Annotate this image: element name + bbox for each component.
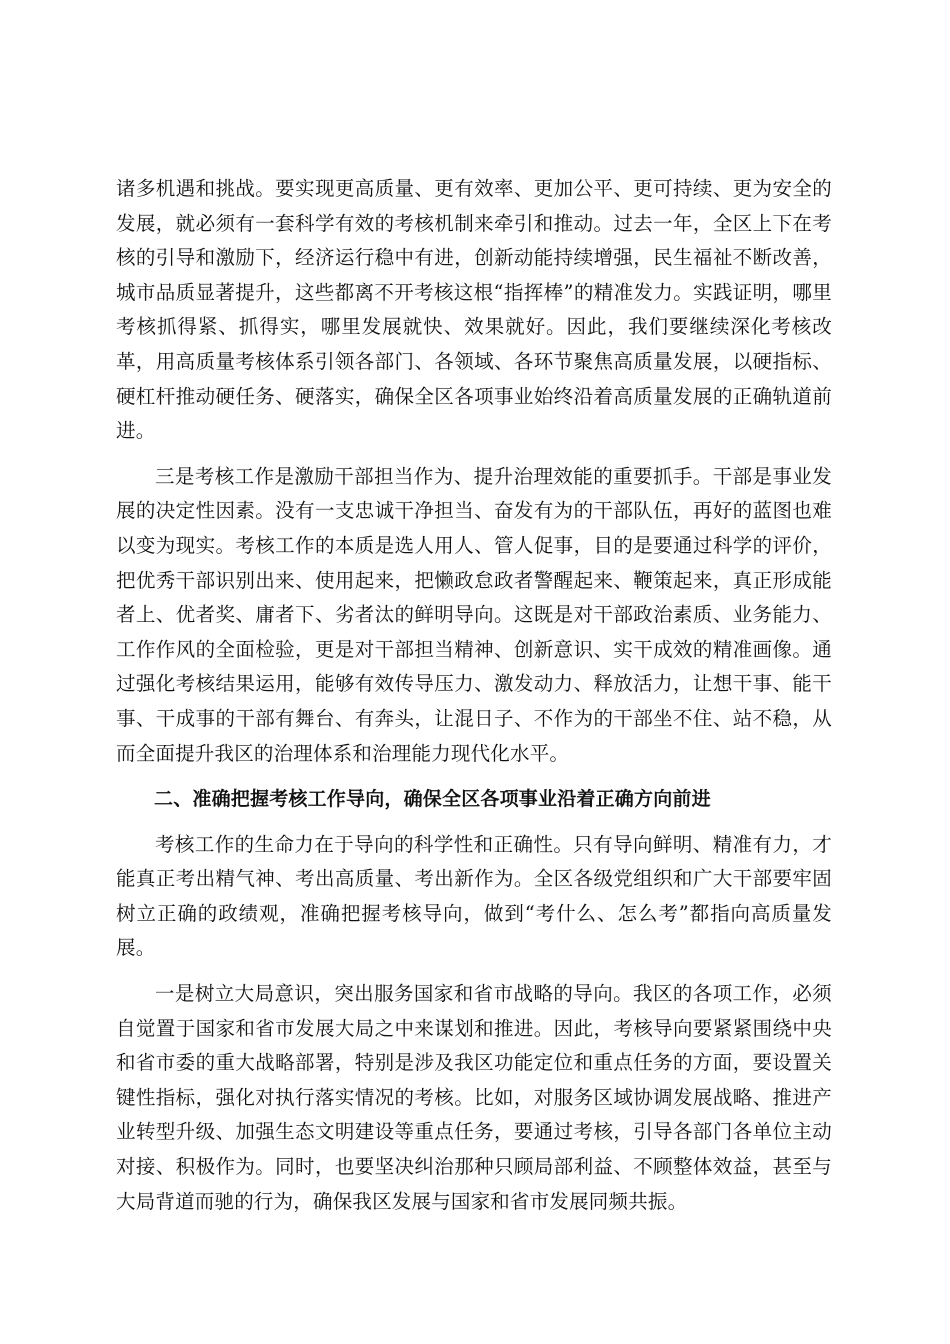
- paragraph-section-intro: 考核工作的生命力在于导向的科学性和正确性。只有导向鲜明、精准有力，才能真正考出精气神、考出高质量、考出新作为。全区各级党组织和广大干部要牢固树立正确的政绩观，准确把握考核导向，做到“考什么、怎么考”都指向高质量发展。: [116, 832, 832, 960]
- paragraph-point-three: 三是考核工作是激励干部担当作为、提升治理效能的重要抓手。干部是事业发展的决定性因素。没有一支忠诚干净担当、奋发有为的干部队伍，再好的蓝图也难以变为现实。考核工作的本质是选人用人、管人促事，目的是要通过科学的评价，把优秀干部识别出来、使用起来，把懒政怠政者警醒起来、鞭策起来，真正形成能者上、优者奖、庸者下、劣者汰的鲜明导向。这既是对干部政治素质、业务能力、工作作风的全面检验，更是对干部担当精神、创新意识、实干成效的精准画像。通过强化考核结果运用，能够有效传导压力、激发动力、释放活力，让想干事、能干事、干成事的干部有舞台、有奔头，让混日子、不作为的干部坐不住、站不稳，从而全面提升我区的治理体系和治理能力现代化水平。: [116, 464, 832, 765]
- document-body: [116, 172, 832, 1230]
- paragraph-continued: 诸多机遇和挑战。要实现更高质量、更有效率、更加公平、更可持续、更为安全的发展，就必须有一套科学有效的考核机制来牵引和推动。过去一年，全区上下在考核的引导和激励下，经济运行稳中有进，创新动能持续增强，民生福祉不断改善，城市品质显著提升，这些都离不开考核这根“指挥棒”的精准发力。实践证明，哪里考核抓得紧、抓得实，哪里发展就快、效果就好。因此，我们要继续深化考核改革，用高质量考核体系引领各部门、各领域、各环节聚焦高质量发展，以硬指标、硬杠杆推动硬任务、硬落实，确保全区各项事业始终沿着高质量发展的正确轨道前进。: [116, 177, 832, 443]
- paragraph-point-one: 一是树立大局意识，突出服务国家和省市战略的导向。我区的各项工作，必须自觉置于国家和省市发展大局之中来谋划和推进。因此，考核导向要紧紧围绕中央和省市委的重大战略部署，特别是涉及我区功能定位和重点任务的方面，要设置关键性指标，强化对执行落实情况的考核。比如，对服务区域协调发展战略、推进产业转型升级、加强生态文明建设等重点任务，要通过考核，引导各部门各单位主动对接、积极作为。同时，也要坚决纠治那种只顾局部利益、不顾整体效益，甚至与大局背道而驰的行为，确保我区发展与国家和省市发展同频共振。: [116, 982, 832, 1213]
- section-heading-two: 二、准确把握考核工作导向，确保全区各项事业沿着正确方向前进: [154, 788, 711, 811]
